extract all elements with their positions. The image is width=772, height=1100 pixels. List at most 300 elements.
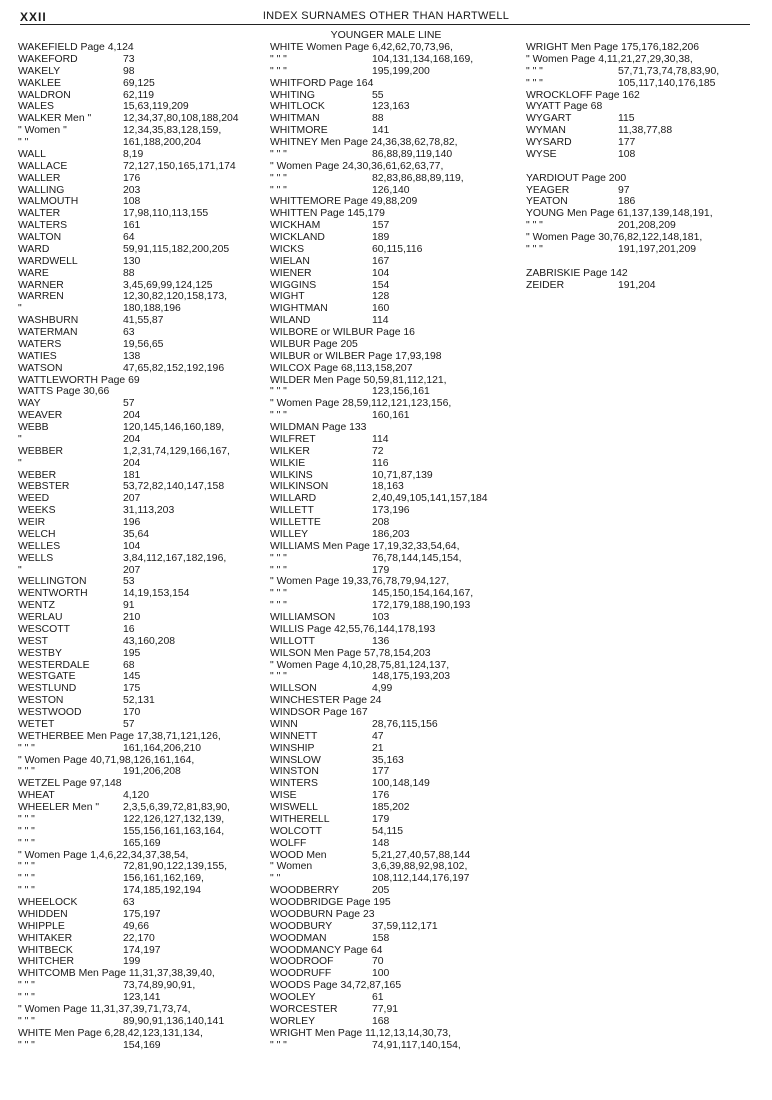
entry-pages: 3,45,69,99,124,125	[123, 279, 213, 291]
index-entry	[18, 113, 268, 125]
entry-pages: 73,74,89,90,91,	[123, 980, 196, 992]
index-entry	[18, 565, 268, 577]
index-entry	[18, 339, 268, 351]
entry-pages: 191,204	[618, 279, 656, 291]
index-entry	[18, 933, 268, 945]
entry-name: WIGGINS	[270, 279, 317, 291]
entry-pages: 57,71,73,74,78,83,90,	[618, 65, 720, 77]
entry-name: WARD	[18, 243, 50, 255]
entry-name: "	[18, 303, 22, 315]
index-entry	[270, 612, 522, 624]
entry-name: " " "	[18, 742, 35, 754]
entry-name: WOODBURN Page 23	[270, 908, 375, 920]
entry-name: WRIGHT Men Page 175,176,182,206	[526, 42, 700, 53]
index-entry	[18, 802, 268, 814]
entry-name: " Women Page 30,76,82,122,148,181,	[526, 232, 703, 243]
entry-pages: 104	[123, 540, 141, 552]
index-entry	[270, 208, 522, 220]
entry-name: ZEIDER	[526, 279, 565, 291]
index-entry	[18, 232, 268, 244]
index-entry	[18, 1028, 268, 1040]
entry-name: WHITTEMORE Page 49,88,209	[270, 196, 418, 208]
index-entry	[18, 244, 268, 256]
entry-pages: 161	[123, 220, 141, 232]
entry-pages: 104,131,134,168,169,	[372, 53, 474, 65]
entry-pages: 1,2,31,74,129,166,167,	[123, 445, 230, 457]
index-entry	[270, 636, 522, 648]
entry-name: " " "	[270, 410, 287, 422]
entry-name: WARREN	[18, 291, 64, 303]
index-entry	[18, 66, 268, 78]
index-entry	[270, 196, 522, 208]
index-entry	[18, 1016, 268, 1028]
entry-name: " Women Page 4,11,21,27,29,30,38,	[526, 53, 693, 65]
entry-pages: 136	[372, 635, 390, 647]
index-entry	[18, 446, 268, 458]
index-entry	[270, 517, 522, 529]
entry-pages: 203	[123, 184, 141, 196]
index-entry	[18, 553, 268, 565]
index-entry	[18, 375, 268, 387]
entry-name: WALLING	[18, 184, 65, 196]
entry-name: WATSON	[18, 362, 63, 374]
index-entry	[270, 1016, 522, 1028]
entry-name: " " "	[526, 243, 543, 255]
entry-pages: 3,84,112,167,182,196,	[123, 552, 227, 564]
entry-pages: 17,98,110,113,155	[123, 208, 209, 220]
index-entry	[270, 268, 522, 280]
entry-pages: 22,170	[123, 932, 155, 944]
index-entry	[18, 386, 268, 398]
page-title: INDEX SURNAMES OTHER THAN HARTWELL	[262, 10, 510, 22]
entry-name: WATTLEWORTH Page 69	[18, 374, 140, 386]
entry-name: " " "	[18, 885, 35, 897]
entry-name: WAY	[18, 398, 41, 410]
entry-name: WALTON	[18, 232, 62, 243]
index-entry	[270, 161, 522, 173]
entry-name: " " "	[18, 861, 35, 873]
index-entry	[270, 398, 522, 410]
entry-name: WESTGATE	[18, 671, 76, 683]
entry-name: " " "	[18, 992, 35, 1003]
entry-pages: 103	[372, 612, 390, 623]
entry-pages: 3,6,39,88,92,98,102,	[372, 861, 468, 873]
entry-name: " "	[18, 137, 29, 148]
entry-name: WESTBY	[18, 647, 62, 659]
index-entry	[18, 814, 268, 826]
entry-pages: 128	[372, 291, 390, 303]
entry-pages: 115	[618, 113, 635, 125]
index-entry	[18, 541, 268, 553]
entry-name: WIGHT	[270, 291, 305, 303]
index-entry	[270, 505, 522, 517]
entry-name: WINDSOR Page 167	[270, 707, 368, 718]
entry-name: WILLOTT	[270, 635, 316, 647]
entry-name: WEBER	[18, 469, 57, 481]
entry-name: WILBUR Page 205	[270, 338, 358, 350]
entry-pages: 60,115,116	[372, 243, 423, 255]
section-subtitle: YOUNGER MALE LINE	[330, 29, 442, 41]
index-entry	[18, 956, 268, 968]
index-entry	[526, 268, 766, 280]
entry-pages: 8,19	[123, 148, 144, 160]
entry-pages: 157	[372, 220, 390, 232]
index-entry	[18, 968, 268, 980]
entry-name: WILLIAMS Men Page 17,19,32,33,54,64,	[270, 540, 460, 552]
entry-name: WOODMAN	[270, 932, 327, 944]
entry-name: WHITNEY Men Page 24,36,38,62,78,82,	[270, 137, 458, 148]
index-entry	[270, 327, 522, 339]
entry-name: WYSE	[526, 148, 557, 160]
index-entry	[18, 517, 268, 529]
entry-name: WARDWELL	[18, 255, 78, 267]
entry-pages: 52,131	[123, 695, 155, 707]
entry-name: " Women "	[18, 125, 67, 137]
entry-name: " " "	[270, 65, 287, 77]
entry-pages: 100,148,149	[372, 778, 430, 790]
entry-name: WILLIAMSON	[270, 612, 336, 623]
entry-pages: 18,163	[372, 481, 404, 493]
entry-pages: 64	[123, 232, 135, 243]
entry-name: " " "	[526, 77, 543, 89]
index-entry	[270, 1004, 522, 1016]
entry-pages: 145,150,154,164,167,	[372, 588, 474, 600]
entry-name: YEATON	[526, 196, 568, 208]
entry-name: WYSARD	[526, 137, 572, 148]
index-entry	[18, 897, 268, 909]
entry-name: " Women Page 28,59,112,121,123,156,	[270, 398, 452, 410]
entry-pages: 108,112,144,176,197	[372, 873, 470, 885]
entry-pages: 120,145,146,160,189,	[123, 422, 225, 433]
entry-pages: 189	[372, 232, 390, 243]
entry-pages: 100	[372, 968, 390, 980]
index-entry	[526, 196, 766, 208]
entry-name: " Women Page 11,31,37,39,71,73,74,	[18, 1003, 191, 1015]
entry-name: WALLER	[18, 172, 61, 184]
entry-pages: 105,117,140,176,185	[618, 77, 716, 89]
index-entry	[18, 778, 268, 790]
entry-pages: 49,66	[123, 920, 150, 932]
entry-name: WILBUR or WILBER Page 17,93,198	[270, 350, 442, 362]
entry-pages: 195	[123, 647, 141, 659]
entry-pages: 97	[618, 184, 630, 196]
entry-pages: 2,3,5,6,39,72,81,83,90,	[123, 802, 230, 813]
entry-name: WOODROOF	[270, 956, 334, 968]
entry-name: " Women	[270, 861, 313, 873]
entry-name: WHITBECK	[18, 944, 73, 956]
index-entry	[18, 208, 268, 220]
entry-pages: 63	[123, 897, 135, 908]
entry-name: WHITLOCK	[270, 101, 325, 113]
entry-name: WATTS Page 30,66	[18, 386, 110, 398]
index-entry	[270, 220, 522, 232]
entry-pages: 47	[372, 730, 384, 742]
entry-pages: 168	[372, 1015, 390, 1027]
entry-pages: 35,163	[372, 754, 404, 766]
entry-name: WROCKLOFF Page 162	[526, 89, 640, 101]
index-entry	[18, 766, 268, 778]
entry-name: WILSON Men Page 57,78,154,203	[270, 647, 431, 659]
index-entry	[18, 945, 268, 957]
index-entry	[18, 434, 268, 446]
entry-name: WOOD Men	[270, 849, 327, 861]
index-entry	[18, 576, 268, 588]
index-entry	[270, 339, 522, 351]
entry-pages: 204	[123, 410, 141, 422]
entry-name: WETHERBEE Men Page 17,38,71,121,126,	[18, 730, 221, 742]
index-entry	[526, 208, 766, 220]
entry-name: WHITCHER	[18, 956, 74, 968]
entry-name: WESTON	[18, 695, 64, 707]
entry-pages: 54,115	[372, 825, 404, 837]
entry-pages: 10,71,87,139	[372, 469, 433, 481]
header-rule	[20, 24, 750, 25]
entry-pages: 148,175,193,203	[372, 671, 451, 683]
index-entry	[18, 921, 268, 933]
entry-pages: 154	[372, 279, 390, 291]
index-entry	[270, 755, 522, 767]
index-entry	[526, 149, 766, 161]
entry-pages: 114	[372, 315, 389, 327]
entry-pages: 4,99	[372, 683, 393, 695]
entry-pages: 2,40,49,105,141,157,184	[372, 493, 488, 505]
entry-name: " " "	[18, 980, 35, 992]
entry-name: YARDIOUT Page 200	[526, 172, 627, 184]
entry-name: WILCOX Page 68,113,158,207	[270, 362, 413, 374]
entry-name: WINSTON	[270, 766, 319, 778]
entry-pages: 176	[372, 790, 390, 802]
entry-name: WEBBER	[18, 445, 64, 457]
entry-name: WYMAN	[526, 125, 566, 137]
entry-pages: 21	[372, 742, 384, 754]
entry-pages: 141	[372, 125, 390, 137]
entry-pages: 204	[123, 433, 141, 445]
entry-name: WOODBRIDGE Page 195	[270, 897, 391, 908]
index-entry	[18, 909, 268, 921]
entry-name: WORLEY	[270, 1015, 316, 1027]
entry-name: WILDMAN Page 133	[270, 422, 367, 433]
entry-pages: 195,199,200	[372, 65, 430, 77]
entry-name: WATERS	[18, 338, 62, 350]
entry-pages: 185,202	[372, 802, 410, 813]
index-entry	[270, 185, 522, 197]
entry-name: WALMOUTH	[18, 196, 79, 208]
entry-name: WILDER Men Page 50,59,81,112,121,	[270, 374, 447, 386]
index-entry	[270, 541, 522, 553]
entry-name: WYGART	[526, 113, 572, 125]
entry-name: WHITE Women Page 6,42,62,70,73,96,	[270, 42, 453, 53]
entry-name: " " "	[270, 588, 287, 600]
entry-name: WILLETTE	[270, 517, 321, 528]
index-entry	[270, 232, 522, 244]
index-entry	[18, 42, 268, 54]
entry-name: WITHERELL	[270, 813, 330, 825]
index-entry	[18, 861, 268, 873]
index-entry	[526, 232, 766, 244]
index-entry	[526, 244, 766, 256]
index-entry	[270, 470, 522, 482]
index-entry	[18, 873, 268, 885]
entry-pages: 31,113,203	[123, 505, 175, 517]
index-entry	[270, 790, 522, 802]
entry-pages: 155,156,161,163,164,	[123, 825, 225, 837]
index-entry	[18, 493, 268, 505]
index-entry	[18, 660, 268, 672]
index-entry	[18, 481, 268, 493]
entry-pages: 69,125	[123, 77, 155, 89]
entry-name: " " "	[18, 825, 35, 837]
index-entry	[270, 660, 522, 672]
entry-name: WISE	[270, 790, 297, 802]
entry-name: " " "	[18, 1015, 35, 1027]
index-entry	[270, 838, 522, 850]
entry-pages: 35,64	[123, 528, 150, 540]
index-entry	[18, 303, 268, 315]
entry-name: WILBORE or WILBUR Page 16	[270, 327, 415, 338]
index-entry	[270, 422, 522, 434]
entry-pages: 148	[372, 837, 390, 849]
entry-name: WHITMAN	[270, 113, 320, 125]
entry-name: WALKER Men "	[18, 113, 92, 125]
entry-pages: 126,140	[372, 184, 410, 196]
entry-pages: 173,196	[372, 505, 410, 517]
entry-name: WESTERDALE	[18, 659, 90, 671]
entry-pages: 59,91,115,182,200,205	[123, 243, 230, 255]
index-entry	[270, 90, 522, 102]
index-entry	[270, 553, 522, 565]
index-entry	[18, 315, 268, 327]
entry-pages: 138	[123, 350, 141, 362]
entry-name: WENTWORTH	[18, 588, 88, 600]
entry-pages: 53	[123, 576, 135, 588]
index-entry	[270, 375, 522, 387]
index-entry	[526, 256, 766, 268]
entry-pages: 5,21,27,40,57,88,144	[372, 849, 471, 861]
index-entry	[18, 185, 268, 197]
entry-name: YOUNG Men Page 61,137,139,148,191,	[526, 208, 713, 220]
entry-name: WHITAKER	[18, 932, 73, 944]
index-entry	[18, 196, 268, 208]
index-entry	[270, 945, 522, 957]
entry-pages: 72,81,90,122,139,155,	[123, 861, 228, 873]
entry-pages: 177	[372, 766, 390, 778]
entry-name: WATIES	[18, 350, 57, 362]
entry-name: WEEKS	[18, 505, 56, 517]
index-entry	[18, 90, 268, 102]
index-entry	[270, 137, 522, 149]
entry-pages: 160	[372, 303, 390, 315]
index-entry	[18, 327, 268, 339]
index-entry	[270, 980, 522, 992]
index-entry	[18, 838, 268, 850]
index-entry	[18, 588, 268, 600]
index-entry	[18, 422, 268, 434]
entry-name: WAKLEE	[18, 77, 61, 89]
entry-name: WHEELER Men "	[18, 802, 100, 813]
index-entry	[270, 42, 522, 54]
entry-pages: 177	[618, 137, 636, 148]
index-entry	[18, 173, 268, 185]
entry-name: WHITCOMB Men Page 11,31,37,38,39,40,	[18, 968, 215, 980]
entry-name: WILKIE	[270, 457, 306, 469]
index-entry	[270, 707, 522, 719]
index-entry	[270, 992, 522, 1004]
entry-pages: 70	[372, 956, 384, 968]
entry-name: "	[18, 433, 22, 445]
entry-pages: 43,160,208	[123, 635, 176, 647]
entry-pages: 204	[123, 457, 141, 469]
entry-name: WRIGHT Men Page 11,12,13,14,30,73,	[270, 1027, 451, 1039]
entry-name: WINSLOW	[270, 754, 321, 766]
index-entry	[270, 1028, 522, 1040]
entry-pages: 207	[123, 493, 141, 505]
index-entry	[270, 446, 522, 458]
index-entry	[526, 101, 766, 113]
entry-name: " " "	[270, 53, 287, 65]
index-entry	[526, 137, 766, 149]
entry-pages: 201,208,209	[618, 220, 676, 232]
index-entry	[18, 707, 268, 719]
index-entry	[18, 612, 268, 624]
entry-name: WICKS	[270, 243, 305, 255]
index-entry	[18, 268, 268, 280]
index-entry	[270, 814, 522, 826]
index-entry	[270, 434, 522, 446]
index-entry	[18, 1004, 268, 1016]
entry-pages: 16	[123, 623, 135, 635]
index-entry	[270, 648, 522, 660]
entry-name: " Women Page 1,4,6,22,34,37,38,54,	[18, 849, 189, 861]
entry-pages: 76,78,144,145,154,	[372, 552, 462, 564]
index-entry	[270, 54, 522, 66]
entry-pages: 161,188,200,204	[123, 137, 202, 148]
page-header	[0, 8, 772, 24]
entry-pages: 12,30,82,120,158,173,	[123, 291, 228, 303]
index-entry	[18, 363, 268, 375]
entry-name: YEAGER	[526, 184, 570, 196]
entry-name: WALL	[18, 148, 46, 160]
index-entry	[526, 54, 766, 66]
index-entry	[270, 695, 522, 707]
entry-name: WESTWOOD	[18, 707, 82, 718]
entry-pages: 91	[123, 600, 135, 612]
entry-name: WILAND	[270, 315, 311, 327]
entry-name: WILLSON	[270, 683, 317, 695]
index-entry	[18, 695, 268, 707]
entry-pages: 4,120	[123, 790, 150, 802]
index-entry	[526, 90, 766, 102]
entry-name: WELCH	[18, 528, 56, 540]
entry-name: WHIDDEN	[18, 908, 68, 920]
entry-name: WELLS	[18, 552, 54, 564]
index-entry	[18, 291, 268, 303]
index-entry	[270, 149, 522, 161]
entry-pages: 11,38,77,88	[618, 125, 673, 137]
entry-pages: 57	[123, 398, 135, 410]
entry-name: ZABRISKIE Page 142	[526, 267, 628, 279]
entry-pages: 158	[372, 932, 390, 944]
entry-name: WOODMANCY Page 64	[270, 944, 383, 956]
index-entry	[18, 826, 268, 838]
entry-name: " " "	[270, 600, 287, 612]
entry-pages: 104	[372, 267, 390, 279]
entry-name: WHITE Men Page 6,28,42,123,131,134,	[18, 1027, 203, 1039]
entry-name: WINNETT	[270, 730, 318, 742]
entry-name: " " "	[18, 837, 35, 849]
entry-pages: 186	[618, 196, 636, 208]
index-entry	[18, 850, 268, 862]
entry-pages: 191,206,208	[123, 766, 181, 778]
